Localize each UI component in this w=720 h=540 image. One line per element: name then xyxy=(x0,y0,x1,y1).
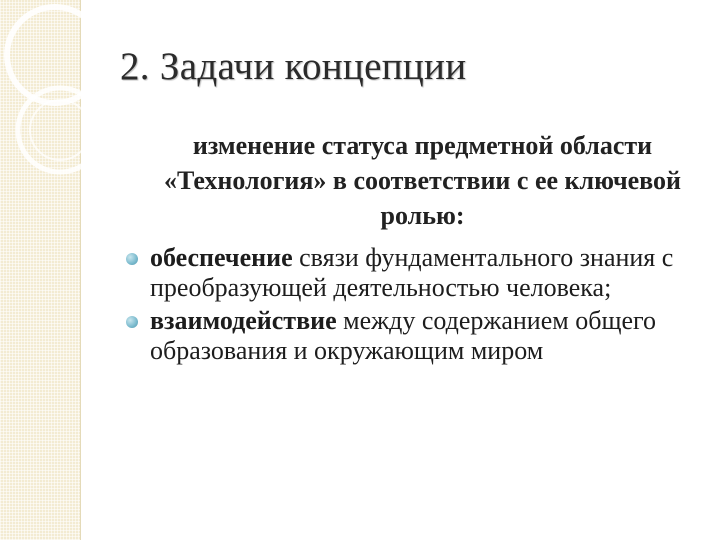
bullet-icon xyxy=(126,253,138,265)
bullet-list xyxy=(126,243,706,369)
bullet-lead: обеспечение xyxy=(150,243,293,272)
bullet-text: связи фундаментального знания с преобразующей деятельностью человека; xyxy=(150,243,674,302)
bullet-lead: взаимодействие xyxy=(150,306,337,335)
list-item xyxy=(126,243,706,303)
slide-title: 2. Задачи концепции xyxy=(120,45,467,88)
bullet-text: между содержанием общего образования и окружающим миром xyxy=(150,306,657,365)
decorative-circles xyxy=(0,0,110,200)
intro-text: изменение статуса предметной области «Технология» в соответствии с ее ключевой ролью: xyxy=(163,131,682,230)
bullet-icon xyxy=(126,316,138,328)
list-item xyxy=(126,306,706,366)
